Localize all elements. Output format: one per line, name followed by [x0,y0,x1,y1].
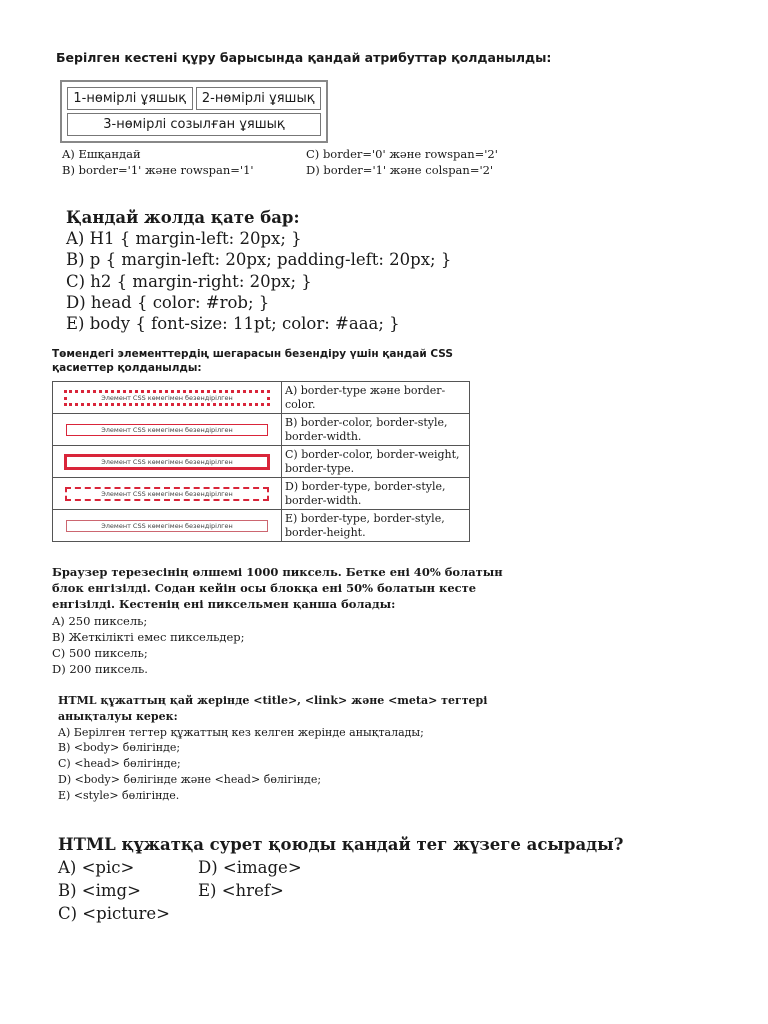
q2-block [66,207,451,334]
q2-option-c: C) h2 { margin-right: 20px; } [66,271,312,291]
q2-option-d: D) head { color: #rob; } [66,292,270,312]
q3-demo-cell-e [53,510,282,542]
q3-title: Төмендегі элементтердің шегарасын безендіру үшін қандай CSS қасиеттер қолданылды: [52,348,453,374]
q1-cell-2: 2-нөмірлі ұяшық [196,87,322,110]
q3-option-e: E) border-type, border-style, border-height. [282,510,470,542]
q5-option-c: C) <head> бөлігінде; [58,757,181,771]
q4-option-d: D) 200 пиксель. [52,662,148,677]
q6-option-e: E) <href> [198,881,284,900]
q1-option-c: C) border='0' және rowspan='2' [306,147,498,161]
q1-sample-table [60,80,328,143]
q6-option-a: A) <pic> [58,858,135,877]
q3-demo-box-b: Элемент CSS көмегімен безендірілген [66,424,268,436]
q5-option-e: E) <style> бөлігінде. [58,788,180,802]
q2-title: Қандай жолда қате бар: [66,208,300,227]
q4-block [52,564,522,677]
q3-border-table [52,381,470,542]
q3-option-d: D) border-type, border-style, border-width. [282,478,470,510]
q1-cell-1: 1-нөмірлі ұяшық [67,87,193,110]
q1-option-b: B) border='1' және rowspan='1' [62,163,254,177]
q6-option-c: C) <picture> [58,904,170,923]
q6-option-d: D) <image> [198,858,302,877]
q4-option-b: B) Жеткілікті емес пиксельдер; [52,629,245,644]
q1-title: Берілген кестені құру барысында қандай атрибуттар қолданылды: [56,50,552,65]
q2-option-a: A) H1 { margin-left: 20px; } [66,229,302,249]
q2-option-b: B) p { margin-left: 20px; padding-left: 20px; } [66,250,452,270]
q3-option-c: C) border-color, border-weight, border-type. [282,446,470,478]
q3-demo-cell-b [53,414,282,446]
q6-option-b: B) <img> [58,881,141,900]
q5-option-a: A) Берілген тегтер құжаттың кез келген жерінде анықталады; [58,725,424,739]
q3-demo-cell-a [53,382,282,414]
q1-cell-3: 3-нөмірлі созылған ұяшық [67,113,321,136]
q1-option-d: D) border='1' және colspan='2' [306,163,494,177]
q2-option-e: E) body { font-size: 11pt; color: #aaa; } [66,314,400,334]
q3-demo-box-e: Элемент CSS көмегімен безендірілген [66,520,268,532]
q4-title: Браузер терезесінің өлшемі 1000 пиксель. Бетке ені 40% болатын блок енгізілді. Содан кейін осы блокқа ені 50% болатын кесте енгізілді. Кестенің ені пиксельмен қанша болады: [52,565,503,612]
q5-title: HTML құжаттың қай жерінде <title>, <link> және <meta> тегтері анықталуы керек: [58,694,488,723]
q3-demo-cell-d [53,478,282,510]
q6-title: HTML құжатқа сурет қоюды қандай тег жүзеге асырады? [58,835,624,854]
q1-option-a: A) Ешқандай [62,147,141,161]
q5-option-b: B) <body> бөлігінде; [58,741,181,755]
q3-demo-cell-c [53,446,282,478]
q3-demo-box-a: Элемент CSS көмегімен безендірілген [64,390,270,406]
q3-option-b: B) border-color, border-style, border-width. [282,414,470,446]
q5-block [58,693,518,804]
q3-demo-box-c: Элемент CSS көмегімен безендірілген [64,454,270,470]
q4-option-c: C) 500 пиксель; [52,646,148,661]
q5-option-d: D) <body> бөлігінде және <head> бөлігінде; [58,772,322,786]
q4-option-a: A) 250 пиксель; [52,613,148,628]
q3-demo-box-d: Элемент CSS көмегімен безендірілген [65,487,269,501]
q3-option-a: A) border-type және border-color. [282,382,470,414]
